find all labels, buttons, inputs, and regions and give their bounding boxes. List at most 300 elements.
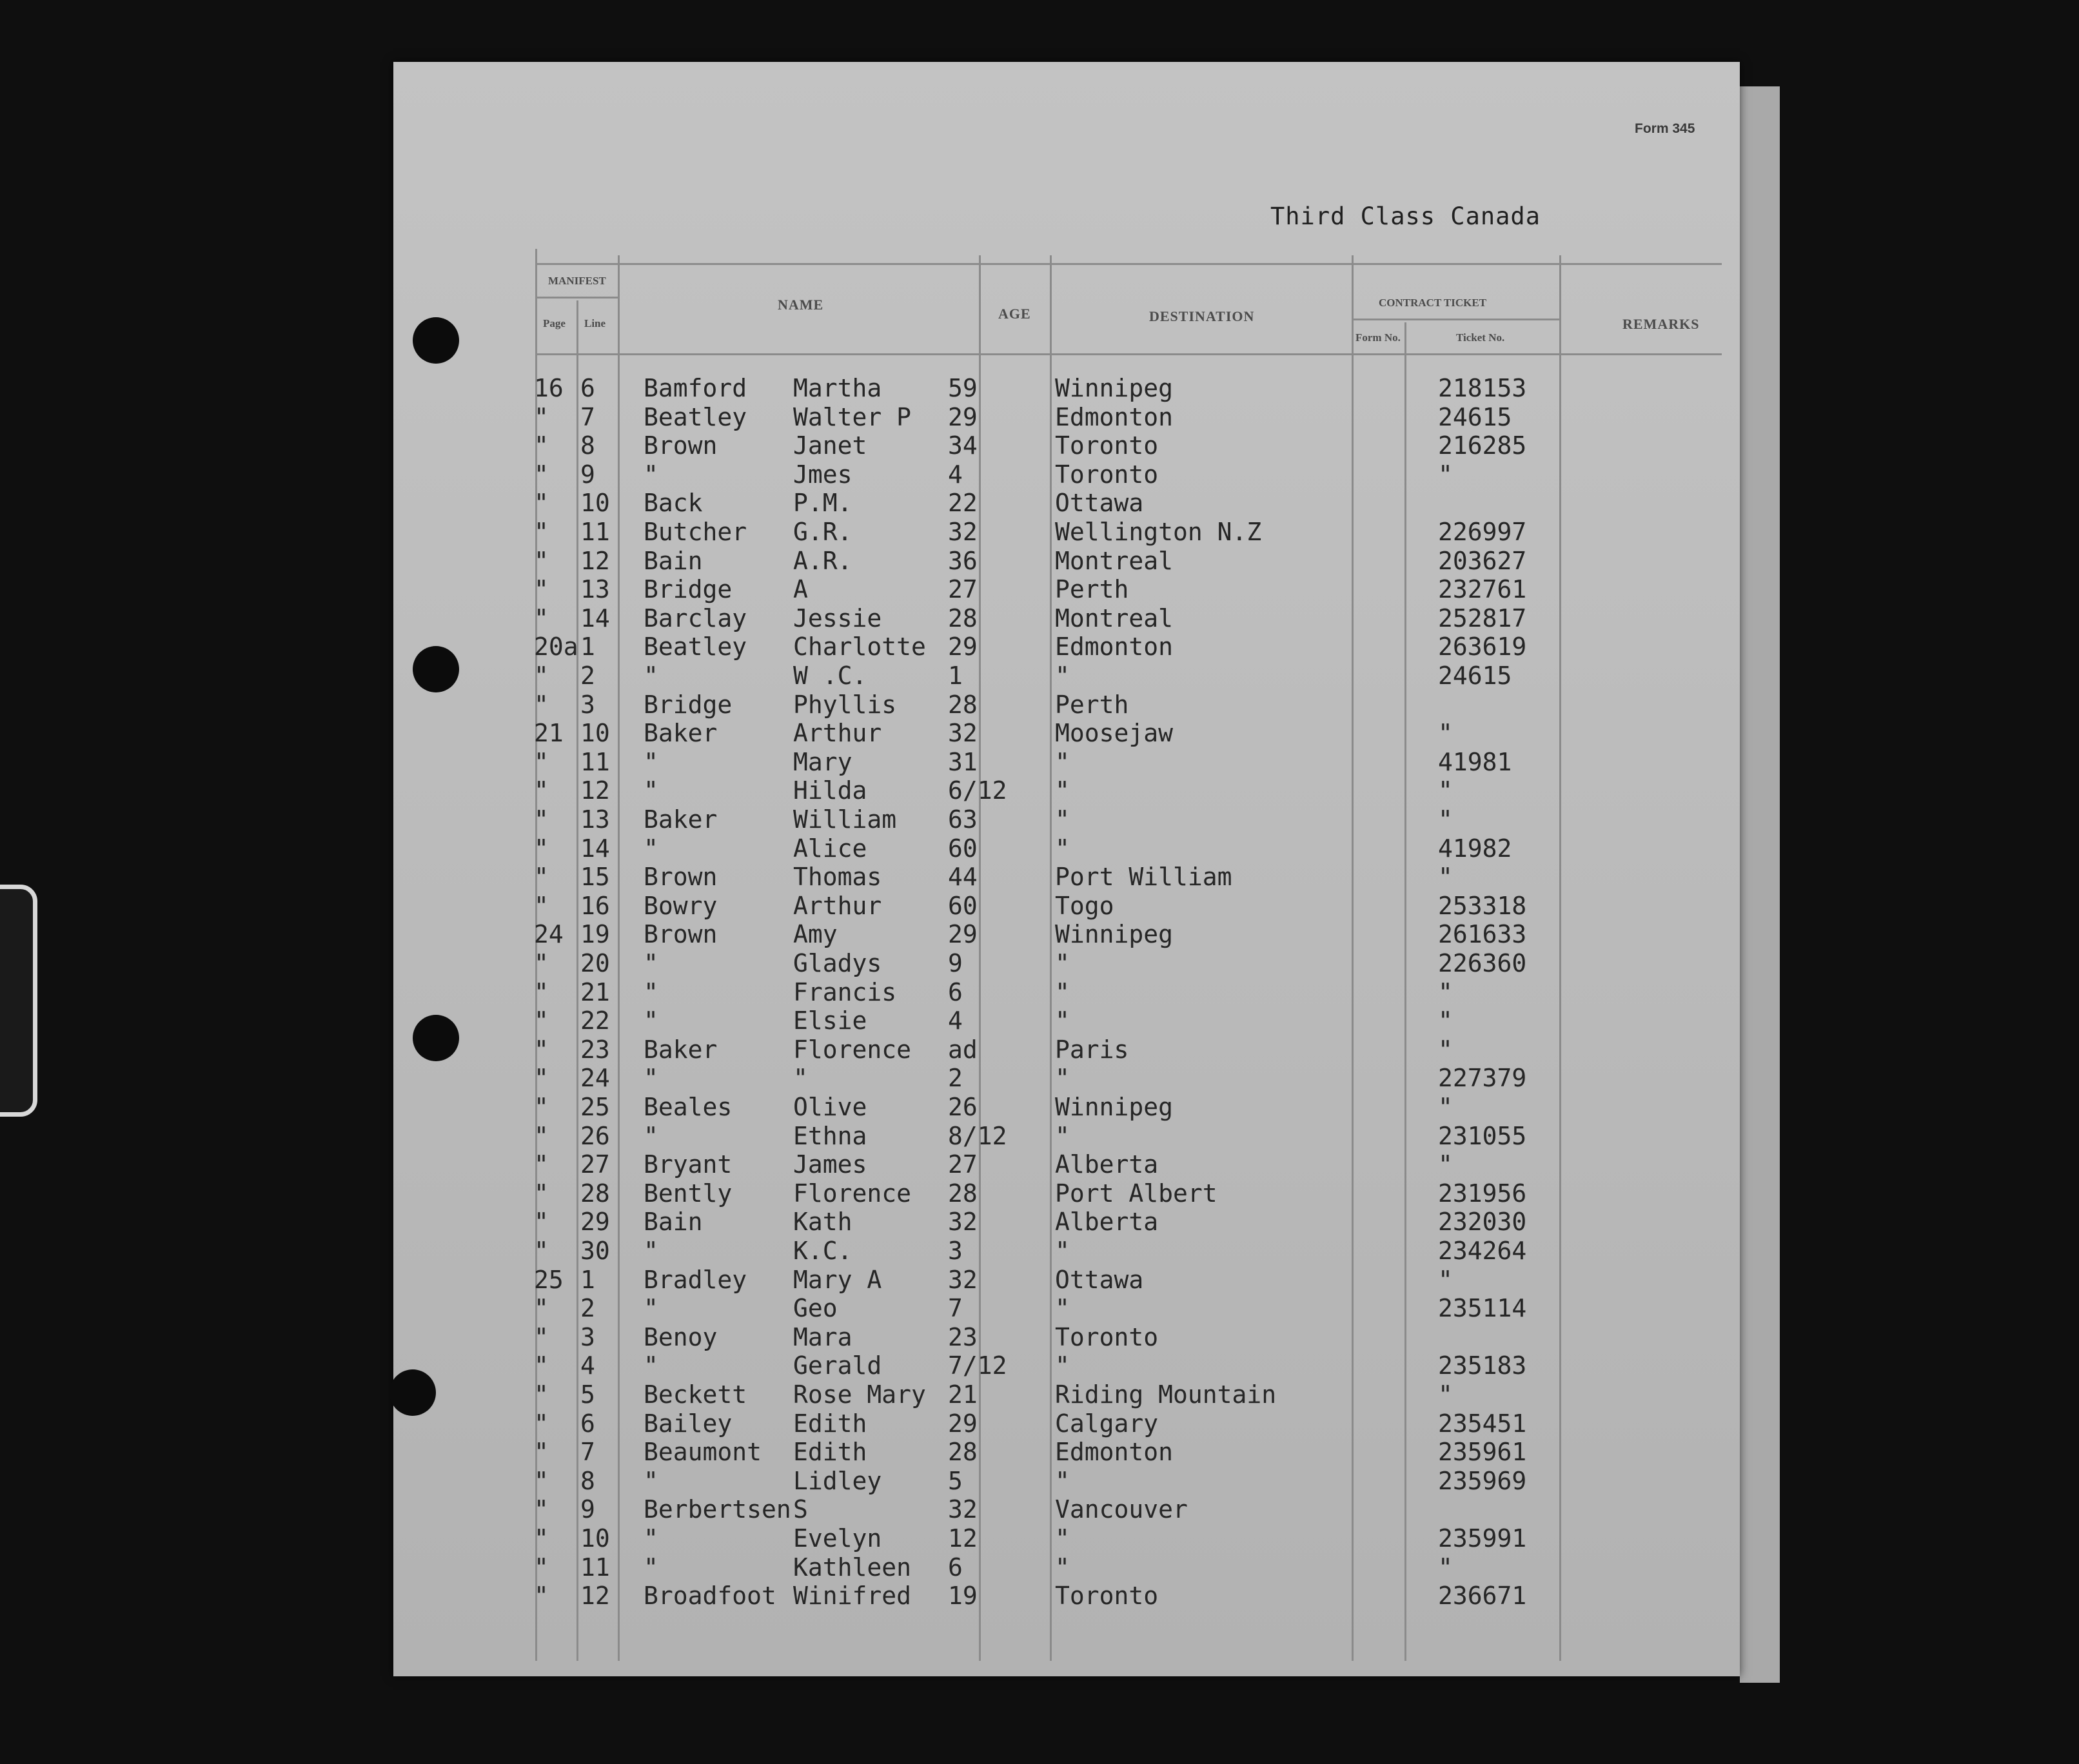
destination-cell: Paris — [1055, 1035, 1129, 1064]
destination-cell: " — [1055, 1467, 1070, 1495]
destination-cell: " — [1055, 662, 1070, 690]
table-row — [393, 1409, 1554, 1438]
manifest-page-cell: " — [534, 1006, 549, 1035]
ticket-number-cell: " — [1438, 460, 1453, 489]
age-cell: 28 — [948, 691, 978, 719]
manifest-line-cell: 9 — [580, 1495, 595, 1524]
age-header: AGE — [998, 306, 1031, 322]
destination-cell: Perth — [1055, 691, 1129, 719]
given-name-cell: Charlotte — [793, 632, 926, 661]
table-row — [393, 1467, 1554, 1495]
manifest-line-cell: 12 — [580, 1582, 610, 1610]
manifest-page-cell: " — [534, 776, 549, 805]
table-row — [393, 949, 1554, 977]
ticket-number-cell: " — [1438, 719, 1453, 747]
remarks-header: REMARKS — [1622, 316, 1700, 332]
given-name-cell: " — [793, 1064, 808, 1092]
surname-cell: " — [644, 949, 658, 977]
surname-cell: Bridge — [644, 691, 733, 719]
surname-cell: Baker — [644, 719, 718, 747]
table-row — [393, 1495, 1554, 1524]
manifest-sheet — [393, 62, 1740, 1676]
given-name-cell: Kath — [793, 1208, 852, 1236]
table-row — [393, 1122, 1554, 1150]
binder-ring-tab — [0, 885, 37, 1117]
table-row — [393, 518, 1554, 546]
destination-cell: " — [1055, 1351, 1070, 1380]
manifest-page-cell: " — [534, 1438, 549, 1466]
destination-cell: Port Albert — [1055, 1179, 1217, 1208]
destination-cell: Alberta — [1055, 1150, 1159, 1179]
table-row — [393, 460, 1554, 489]
surname-cell: Beales — [644, 1093, 733, 1121]
manifest-line-cell: 8 — [580, 431, 595, 460]
age-cell: 2 — [948, 1064, 963, 1092]
manifest-line-cell: 2 — [580, 662, 595, 690]
page-title: Third Class Canada — [1270, 202, 1541, 230]
age-cell: 60 — [948, 892, 978, 920]
given-name-cell: S — [793, 1495, 808, 1524]
manifest-line-cell: 14 — [580, 834, 610, 863]
destination-cell: Vancouver — [1055, 1495, 1188, 1524]
ticket-number-cell: " — [1438, 1093, 1453, 1121]
surname-cell: Bently — [644, 1179, 733, 1208]
surname-cell: Beckett — [644, 1380, 747, 1409]
destination-cell: Moosejaw — [1055, 719, 1174, 747]
age-cell: 28 — [948, 1438, 978, 1466]
manifest-page-cell: " — [534, 431, 549, 460]
ticket-number-cell: " — [1438, 1553, 1453, 1582]
manifest-line-cell: 11 — [580, 1553, 610, 1582]
manifest-line-cell: 26 — [580, 1122, 610, 1150]
given-name-cell: Alice — [793, 834, 867, 863]
manifest-line-cell: 9 — [580, 460, 595, 489]
manifest-line-cell: 1 — [580, 1266, 595, 1294]
manifest-page-cell: " — [534, 489, 549, 517]
given-name-cell: Thomas — [793, 863, 882, 891]
manifest-line-cell: 24 — [580, 1064, 610, 1092]
destination-cell: Winnipeg — [1055, 920, 1174, 948]
surname-cell: Bain — [644, 547, 703, 575]
given-name-cell: Jmes — [793, 460, 852, 489]
ticket-number-cell: " — [1438, 1266, 1453, 1294]
surname-cell: Bain — [644, 1208, 703, 1236]
manifest-header: MANIFEST — [548, 275, 606, 287]
table-row — [393, 1006, 1554, 1035]
given-name-cell: A.R. — [793, 547, 852, 575]
manifest-page-cell: " — [534, 1093, 549, 1121]
manifest-page-cell: " — [534, 1150, 549, 1179]
age-cell: 8/12 — [948, 1122, 1007, 1150]
destination-cell: " — [1055, 978, 1070, 1006]
manifest-line-cell: 10 — [580, 719, 610, 747]
manifest-page-cell: 16 — [534, 374, 564, 402]
manifest-page-cell: " — [534, 1495, 549, 1524]
surname-cell: Brown — [644, 863, 718, 891]
manifest-line-cell: 12 — [580, 547, 610, 575]
form-number: Form 345 — [1635, 121, 1695, 136]
given-name-cell: Edith — [793, 1438, 867, 1466]
age-cell: 28 — [948, 1179, 978, 1208]
ticket-number-cell: 24615 — [1438, 662, 1512, 690]
manifest-page-cell: " — [534, 575, 549, 603]
age-cell: 6 — [948, 1553, 963, 1582]
ticket-header-rule — [1352, 318, 1559, 320]
manifest-page-cell: " — [534, 1064, 549, 1092]
manifest-line-cell: 11 — [580, 748, 610, 776]
manifest-page-cell: " — [534, 892, 549, 920]
given-name-cell: Evelyn — [793, 1524, 882, 1553]
given-name-cell: Phyllis — [793, 691, 897, 719]
manifest-page-cell: " — [534, 604, 549, 632]
ticket-number-cell: " — [1438, 776, 1453, 805]
manifest-line-cell: 28 — [580, 1179, 610, 1208]
table-row — [393, 604, 1554, 632]
given-name-cell: Janet — [793, 431, 867, 460]
manifest-line-cell: 7 — [580, 403, 595, 431]
given-name-cell: Lidley — [793, 1467, 882, 1495]
surname-cell: " — [644, 834, 658, 863]
surname-cell: Berbertsen — [644, 1495, 791, 1524]
surname-cell: Barclay — [644, 604, 747, 632]
table-row — [393, 1237, 1554, 1265]
given-name-cell: Elsie — [793, 1006, 867, 1035]
manifest-page-cell: 21 — [534, 719, 564, 747]
form-no-header: Form No. — [1355, 331, 1401, 344]
surname-cell: " — [644, 1122, 658, 1150]
given-name-cell: Kathleen — [793, 1553, 912, 1582]
given-name-cell: P.M. — [793, 489, 852, 517]
table-row — [393, 892, 1554, 920]
table-row — [393, 547, 1554, 575]
destination-cell: Togo — [1055, 892, 1114, 920]
manifest-line-cell: 6 — [580, 1409, 595, 1438]
manifest-line-cell: 4 — [580, 1351, 595, 1380]
surname-cell: Brown — [644, 920, 718, 948]
ticket-number-cell: " — [1438, 1150, 1453, 1179]
contract-ticket-header: CONTRACT TICKET — [1379, 297, 1487, 309]
age-cell: 32 — [948, 518, 978, 546]
destination-cell: Ottawa — [1055, 1266, 1144, 1294]
age-cell: 29 — [948, 403, 978, 431]
manifest-line-cell: 19 — [580, 920, 610, 948]
age-cell: 23 — [948, 1323, 978, 1351]
age-cell: 4 — [948, 460, 963, 489]
age-cell: 6 — [948, 978, 963, 1006]
destination-cell: " — [1055, 805, 1070, 834]
table-row — [393, 920, 1554, 948]
surname-cell: " — [644, 1294, 658, 1322]
table-row — [393, 691, 1554, 719]
table-row — [393, 834, 1554, 863]
given-name-cell: Olive — [793, 1093, 867, 1121]
table-row — [393, 1150, 1554, 1179]
ticket-number-cell: 227379 — [1438, 1064, 1527, 1092]
age-cell: 7/12 — [948, 1351, 1007, 1380]
surname-cell: Bailey — [644, 1409, 733, 1438]
age-cell: 12 — [948, 1524, 978, 1553]
table-row — [393, 403, 1554, 431]
age-cell: 3 — [948, 1237, 963, 1265]
age-cell: 4 — [948, 1006, 963, 1035]
table-row — [393, 1323, 1554, 1351]
manifest-page-cell: " — [534, 1208, 549, 1236]
manifest-page-cell: " — [534, 1323, 549, 1351]
ticket-number-cell: 235183 — [1438, 1351, 1527, 1380]
given-name-cell: Arthur — [793, 719, 882, 747]
ticket-number-cell: 232761 — [1438, 575, 1527, 603]
manifest-line-cell: 11 — [580, 518, 610, 546]
surname-cell: Bowry — [644, 892, 718, 920]
destination-cell: " — [1055, 1006, 1070, 1035]
given-name-cell: Arthur — [793, 892, 882, 920]
header-rule — [535, 263, 1722, 265]
given-name-cell: Hilda — [793, 776, 867, 805]
column-rule — [1559, 255, 1561, 1661]
destination-cell: Edmonton — [1055, 1438, 1174, 1466]
surname-cell: Beatley — [644, 403, 747, 431]
table-row — [393, 719, 1554, 747]
destination-cell: " — [1055, 1122, 1070, 1150]
surname-cell: Bridge — [644, 575, 733, 603]
manifest-page-cell: " — [534, 1035, 549, 1064]
surname-cell: " — [644, 1467, 658, 1495]
destination-cell: " — [1055, 1553, 1070, 1582]
manifest-line-cell: 12 — [580, 776, 610, 805]
destination-cell: " — [1055, 1237, 1070, 1265]
ticket-number-cell: 236671 — [1438, 1582, 1527, 1610]
table-row — [393, 1380, 1554, 1409]
manifest-page-cell: " — [534, 662, 549, 690]
manifest-page-cell: " — [534, 748, 549, 776]
ticket-number-cell: " — [1438, 863, 1453, 891]
manifest-line-cell: 13 — [580, 575, 610, 603]
ticket-number-cell: 231055 — [1438, 1122, 1527, 1150]
line-header: Line — [584, 317, 606, 329]
given-name-cell: Winifred — [793, 1582, 912, 1610]
adjacent-sheet-edge — [1740, 86, 1780, 1683]
surname-cell: " — [644, 776, 658, 805]
manifest-page-cell: 20a — [534, 632, 578, 661]
destination-cell: Edmonton — [1055, 632, 1174, 661]
manifest-line-cell: 14 — [580, 604, 610, 632]
given-name-cell: W .C. — [793, 662, 867, 690]
ticket-number-cell: " — [1438, 1380, 1453, 1409]
age-cell: 60 — [948, 834, 978, 863]
destination-cell: " — [1055, 748, 1070, 776]
ticket-number-cell: 203627 — [1438, 547, 1527, 575]
destination-header: DESTINATION — [1149, 308, 1255, 324]
page-header: Page — [543, 317, 566, 329]
manifest-line-cell: 3 — [580, 1323, 595, 1351]
surname-cell: Butcher — [644, 518, 747, 546]
manifest-page-cell: " — [534, 1380, 549, 1409]
age-cell: 29 — [948, 632, 978, 661]
given-name-cell: Martha — [793, 374, 882, 402]
table-row — [393, 748, 1554, 776]
destination-cell: Montreal — [1055, 547, 1174, 575]
given-name-cell: Mara — [793, 1323, 852, 1351]
surname-cell: " — [644, 1524, 658, 1553]
destination-cell: Winnipeg — [1055, 1093, 1174, 1121]
header-rule — [535, 353, 1722, 355]
age-cell: 32 — [948, 1495, 978, 1524]
age-cell: 27 — [948, 1150, 978, 1179]
age-cell: 21 — [948, 1380, 978, 1409]
destination-cell: Edmonton — [1055, 403, 1174, 431]
manifest-line-cell: 21 — [580, 978, 610, 1006]
destination-cell: Montreal — [1055, 604, 1174, 632]
manifest-line-cell: 29 — [580, 1208, 610, 1236]
table-row — [393, 1294, 1554, 1322]
ticket-number-cell: 41981 — [1438, 748, 1512, 776]
table-row — [393, 978, 1554, 1006]
manifest-line-cell: 15 — [580, 863, 610, 891]
manifest-page-cell: " — [534, 1179, 549, 1208]
given-name-cell: K.C. — [793, 1237, 852, 1265]
destination-cell: Wellington N.Z — [1055, 518, 1262, 546]
manifest-line-cell: 1 — [580, 632, 595, 661]
manifest-page-cell: 25 — [534, 1266, 564, 1294]
manifest-line-cell: 16 — [580, 892, 610, 920]
given-name-cell: Amy — [793, 920, 838, 948]
manifest-line-cell: 5 — [580, 1380, 595, 1409]
ticket-number-cell: 226997 — [1438, 518, 1527, 546]
given-name-cell: Walter P — [793, 403, 912, 431]
surname-cell: Brown — [644, 431, 718, 460]
surname-cell: Beatley — [644, 632, 747, 661]
table-row — [393, 863, 1554, 891]
manifest-line-cell: 25 — [580, 1093, 610, 1121]
manifest-page-cell: " — [534, 1237, 549, 1265]
given-name-cell: Rose Mary — [793, 1380, 926, 1409]
given-name-cell: A — [793, 575, 808, 603]
manifest-page-cell: " — [534, 1409, 549, 1438]
manifest-line-cell: 22 — [580, 1006, 610, 1035]
ticket-number-cell: 235961 — [1438, 1438, 1527, 1466]
table-row — [393, 374, 1554, 402]
surname-cell: " — [644, 1237, 658, 1265]
table-row — [393, 632, 1554, 661]
ticket-number-cell: 232030 — [1438, 1208, 1527, 1236]
manifest-line-cell: 7 — [580, 1438, 595, 1466]
ticket-number-cell: 252817 — [1438, 604, 1527, 632]
surname-cell: " — [644, 748, 658, 776]
manifest-page-cell: " — [534, 1351, 549, 1380]
given-name-cell: Edith — [793, 1409, 867, 1438]
surname-cell: " — [644, 662, 658, 690]
destination-cell: " — [1055, 776, 1070, 805]
surname-cell: Broadfoot — [644, 1582, 776, 1610]
ticket-number-cell: 261633 — [1438, 920, 1527, 948]
surname-cell: Benoy — [644, 1323, 718, 1351]
destination-cell: " — [1055, 1294, 1070, 1322]
table-row — [393, 662, 1554, 690]
age-cell: 28 — [948, 604, 978, 632]
manifest-page-cell: " — [534, 834, 549, 863]
manifest-page-cell: " — [534, 518, 549, 546]
age-cell: 1 — [948, 662, 963, 690]
ticket-number-cell: 263619 — [1438, 632, 1527, 661]
manifest-page-cell: 24 — [534, 920, 564, 948]
table-row — [393, 1093, 1554, 1121]
surname-cell: Baker — [644, 805, 718, 834]
manifest-line-cell: 30 — [580, 1237, 610, 1265]
age-cell: 44 — [948, 863, 978, 891]
name-header: NAME — [778, 297, 824, 313]
destination-cell: Winnipeg — [1055, 374, 1174, 402]
destination-cell: Toronto — [1055, 1323, 1159, 1351]
ticket-number-cell: 218153 — [1438, 374, 1527, 402]
age-cell: 34 — [948, 431, 978, 460]
destination-cell: Toronto — [1055, 431, 1159, 460]
given-name-cell: Florence — [793, 1035, 912, 1064]
given-name-cell: Gladys — [793, 949, 882, 977]
destination-cell: Calgary — [1055, 1409, 1159, 1438]
table-row — [393, 431, 1554, 460]
manifest-page-cell: " — [534, 403, 549, 431]
manifest-page-cell: " — [534, 1553, 549, 1582]
destination-cell: Alberta — [1055, 1208, 1159, 1236]
table-row — [393, 575, 1554, 603]
age-cell: 32 — [948, 1266, 978, 1294]
age-cell: 29 — [948, 920, 978, 948]
age-cell: 9 — [948, 949, 963, 977]
manifest-line-cell: 10 — [580, 489, 610, 517]
given-name-cell: G.R. — [793, 518, 852, 546]
ticket-number-cell: 231956 — [1438, 1179, 1527, 1208]
manifest-page-cell: " — [534, 1294, 549, 1322]
surname-cell: " — [644, 1006, 658, 1035]
destination-cell: Ottawa — [1055, 489, 1144, 517]
surname-cell: Back — [644, 489, 703, 517]
manifest-line-cell: 23 — [580, 1035, 610, 1064]
given-name-cell: Jessie — [793, 604, 882, 632]
surname-cell: Bryant — [644, 1150, 733, 1179]
age-cell: 31 — [948, 748, 978, 776]
given-name-cell: Mary — [793, 748, 852, 776]
ticket-number-cell: 226360 — [1438, 949, 1527, 977]
table-row — [393, 1064, 1554, 1092]
manifest-line-cell: 27 — [580, 1150, 610, 1179]
manifest-page-cell: " — [534, 691, 549, 719]
age-cell: 19 — [948, 1582, 978, 1610]
table-row — [393, 1524, 1554, 1553]
ticket-number-cell: 235969 — [1438, 1467, 1527, 1495]
destination-cell: Riding Mountain — [1055, 1380, 1277, 1409]
surname-cell: " — [644, 1351, 658, 1380]
ticket-number-cell: 24615 — [1438, 403, 1512, 431]
manifest-line-cell: 10 — [580, 1524, 610, 1553]
age-cell: 6/12 — [948, 776, 1007, 805]
destination-cell: Toronto — [1055, 1582, 1159, 1610]
table-row — [393, 1035, 1554, 1064]
manifest-line-cell: 20 — [580, 949, 610, 977]
given-name-cell: Francis — [793, 978, 897, 1006]
ticket-no-header: Ticket No. — [1456, 331, 1505, 344]
table-row — [393, 1179, 1554, 1208]
manifest-line-cell: 6 — [580, 374, 595, 402]
surname-cell: " — [644, 1553, 658, 1582]
age-cell: 32 — [948, 719, 978, 747]
ticket-number-cell: 235114 — [1438, 1294, 1527, 1322]
manifest-header-rule — [537, 297, 618, 299]
surname-cell: " — [644, 978, 658, 1006]
age-cell: 29 — [948, 1409, 978, 1438]
manifest-page-cell: " — [534, 1122, 549, 1150]
destination-cell: Toronto — [1055, 460, 1159, 489]
destination-cell: " — [1055, 949, 1070, 977]
